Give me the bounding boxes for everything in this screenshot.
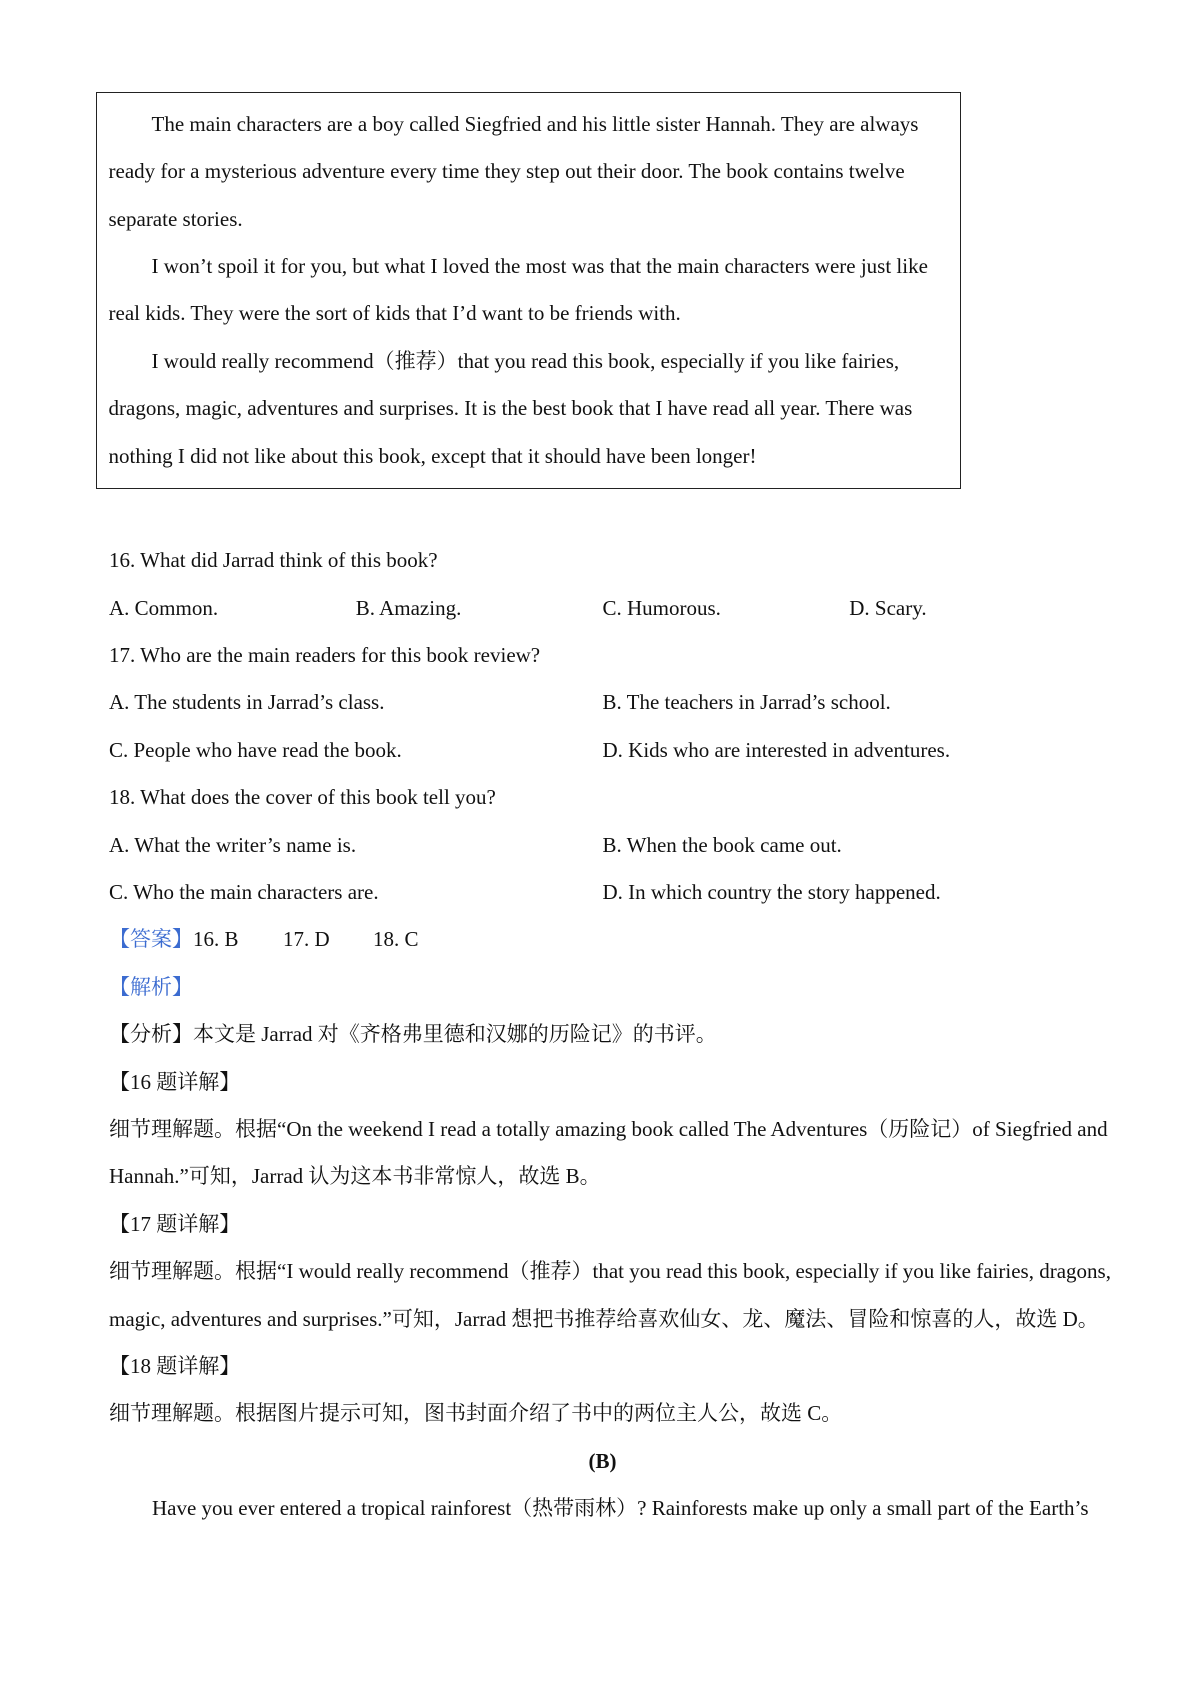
option-a: A. What the writer’s name is. — [109, 832, 357, 857]
option-b: B. The teachers in Jarrad’s school. — [602, 690, 891, 715]
analysis-label: 【分析】 — [109, 1022, 193, 1047]
question-17-options-ab — [109, 679, 1096, 726]
answer-row — [109, 916, 1096, 963]
answer-item: 17. D — [283, 927, 330, 952]
detail-17-line: magic, adventures and surprises.”可知，Jarrad 想把书推荐给喜欢仙女、龙、魔法、冒险和惊喜的人，故选 D。 — [109, 1306, 1099, 1331]
explanation-label: 【解析】 — [109, 974, 193, 999]
passage-line: separate stories. — [108, 206, 243, 231]
analysis-text: 本文是 Jarrad 对《齐格弗里德和汉娜的历险记》的书评。 — [193, 1022, 717, 1047]
passage-line: ready for a mysterious adventure every time they step out their door. The book contains twelve — [108, 159, 905, 184]
answer-item: 18. C — [373, 927, 419, 952]
passage-line: I won’t spoil it for you, but what I loved the most was that the main characters were just like — [151, 253, 928, 278]
detail-17-line: 细节理解题。根据“I would really recommend（推荐）that you read this book, especially if you like fairies, dragons, — [109, 1259, 1111, 1284]
question-18-options-cd — [109, 869, 1096, 916]
answer-label: 【答案】 — [109, 927, 193, 952]
detail-17-heading: 【17 题详解】 — [109, 1211, 241, 1236]
passage-paragraph — [109, 338, 961, 480]
detail-16-heading: 【16 题详解】 — [109, 1069, 241, 1094]
option-d: D. Kids who are interested in adventures. — [602, 737, 951, 762]
questions-section — [109, 537, 1111, 1532]
option-c: C. People who have read the book. — [109, 737, 402, 762]
detail-16-line: Hannah.”可知，Jarrad 认为这本书非常惊人，故选 B。 — [109, 1164, 601, 1189]
passage-line: The main characters are a boy called Siegfried and his little sister Hannah. They are always — [151, 111, 919, 136]
passage-line: real kids. They were the sort of kids that I’d want to be friends with. — [108, 301, 681, 326]
section-b-heading: (B) — [588, 1448, 617, 1473]
analysis-row — [109, 1011, 1096, 1058]
passage-line: nothing I did not like about this book, except that it should have been longer! — [108, 443, 757, 468]
passage-line: dragons, magic, adventures and surprises. It is the best book that I have read all year. There was — [108, 396, 913, 421]
option-c: C. Humorous. — [602, 595, 721, 620]
option-a: A. The students in Jarrad’s class. — [109, 690, 385, 715]
question-18-stem: 18. What does the cover of this book tell you? — [109, 785, 496, 810]
section-b-line: Have you ever entered a tropical rainforest（热带雨林）? Rainforests make up only a small part of the Earth’s — [152, 1496, 1089, 1521]
option-c: C. Who the main characters are. — [109, 880, 379, 905]
question-16-stem: 16. What did Jarrad think of this book? — [109, 548, 438, 573]
option-b: B. When the book came out. — [602, 832, 842, 857]
detail-16-line: 细节理解题。根据“On the weekend I read a totally amazing book called The Adventures（历险记）of Siegfried and — [109, 1116, 1108, 1141]
answer-item: 16. B — [193, 927, 239, 952]
option-d: D. Scary. — [849, 595, 927, 620]
passage-paragraph — [109, 101, 961, 243]
detail-18-heading: 【18 题详解】 — [109, 1353, 241, 1378]
passage-box — [96, 92, 961, 489]
question-17-stem: 17. Who are the main readers for this book review? — [109, 643, 541, 668]
option-a: A. Common. — [109, 595, 219, 620]
option-b: B. Amazing. — [355, 595, 462, 620]
passage-line: I would really recommend（推荐）that you read this book, especially if you like fairies, — [151, 348, 900, 373]
question-18-options-ab — [109, 822, 1096, 869]
question-16-options — [109, 585, 1096, 632]
detail-18-line: 细节理解题。根据图片提示可知，图书封面介绍了书中的两位主人公，故选 C。 — [109, 1401, 843, 1426]
question-17-options-cd — [109, 727, 1096, 774]
section-b-paragraph — [109, 1485, 1096, 1532]
explanation-row — [109, 964, 1096, 1011]
passage-paragraph — [109, 243, 961, 338]
option-d: D. In which country the story happened. — [602, 880, 941, 905]
